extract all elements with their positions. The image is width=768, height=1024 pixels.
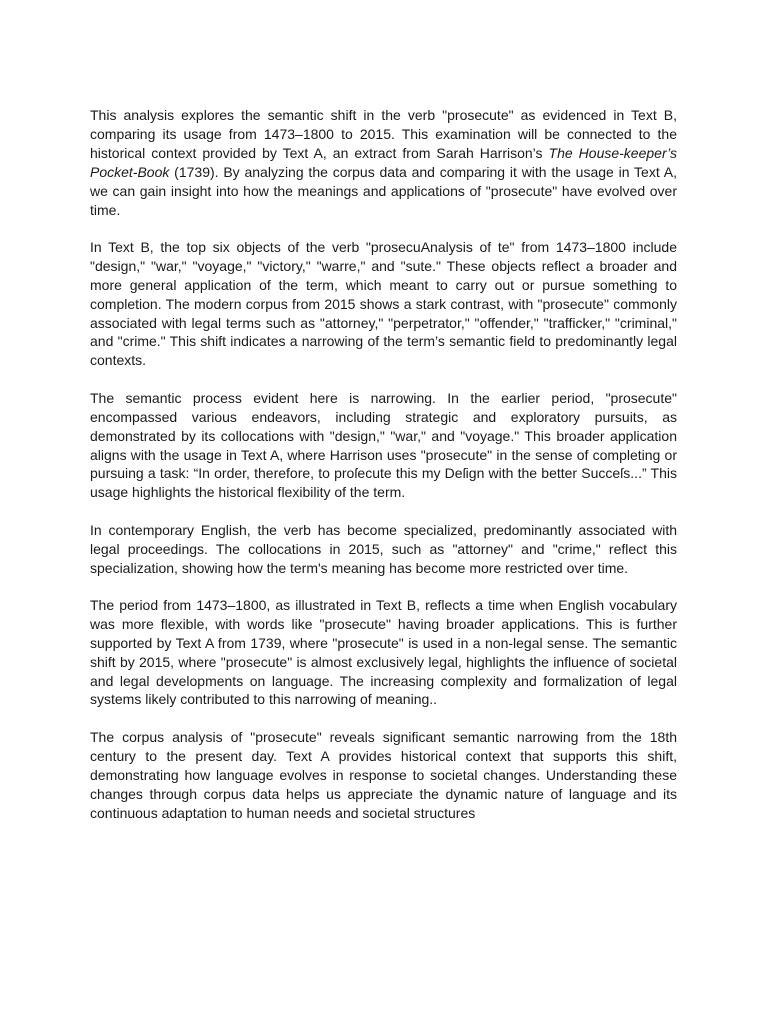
- paragraph-conclusion: The corpus analysis of "prosecute" reveals significant semantic narrowing from the 18th century to the present day. Text A provides historical context that supports this shift, demonstrating how language evolves in response to societal changes. Understanding these changes through corpus data helps us appreciate the dynamic nature of language and its continuous adaptation to human needs and societal structures: [90, 728, 677, 821]
- paragraph-period: The period from 1473–1800, as illustrated in Text B, reflects a time when English vocabulary was more flexible, with words like "prosecute" having broader applications. This is further supported by Text A from 1739, where "prosecute" is used in a non-legal sense. The semantic shift by 2015, where "prosecute" is almost exclusively legal, highlights the influence of societal and legal developments on language. The increasing complexity and formalization of legal systems likely contributed to this narrowing of meaning..: [90, 596, 677, 708]
- paragraph-intro-text-end: (1739). By analyzing the corpus data and comparing it with the usage in Text A, we can gain insight into how the meanings and applications of "prosecute" have evolved over time.: [90, 163, 677, 218]
- book-title: The House-keeper’s Pocket-Book: [90, 144, 677, 180]
- paragraph-intro: [90, 106, 677, 219]
- paragraph-intro-text: This analysis explores the semantic shift in the verb "prosecute" as evidenced in Text B, comparing its usage from 1473–1800 to 2015. This examination will be connected to the historical context provided by Text A, an extract from Sarah Harrison’s: [90, 107, 677, 161]
- paragraph-text-b: In Text B, the top six objects of the verb "prosecuAnalysis of te" from 1473–1800 include "design," "war," "voyage," "victory," "warre," and "sute." These objects reflect a broader and more general application of the term, which meant to carry out or pursue something to completion. The modern corpus from 2015 shows a stark contrast, with "prosecute" commonly associated with legal terms such as "attorney," "perpetrator," "offender," "trafficker," "criminal," and "crime." This shift indicates a narrowing of the term’s semantic field to predominantly legal contexts.: [90, 238, 677, 369]
- document-body: [90, 106, 677, 822]
- paragraph-contemporary: In contemporary English, the verb has become specialized, predominantly associated with legal proceedings. The collocations in 2015, such as "attorney" and "crime," reflect this specialization, showing how the term's meaning has become more restricted over time.: [90, 521, 677, 576]
- paragraph-semantic-process: The semantic process evident here is narrowing. In the earlier period, "prosecute" encompassed various endeavors, including strategic and exploratory pursuits, as demonstrated by its collocations with "design," "war," and "voyage." This broader application aligns with the usage in Text A, where Harrison uses "prosecute" in the sense of completing or pursuing a task: “In order, therefore, to proſecute this my Deſign with the better Succeſs...” This usage highlights the historical flexibility of the term.: [90, 389, 677, 501]
